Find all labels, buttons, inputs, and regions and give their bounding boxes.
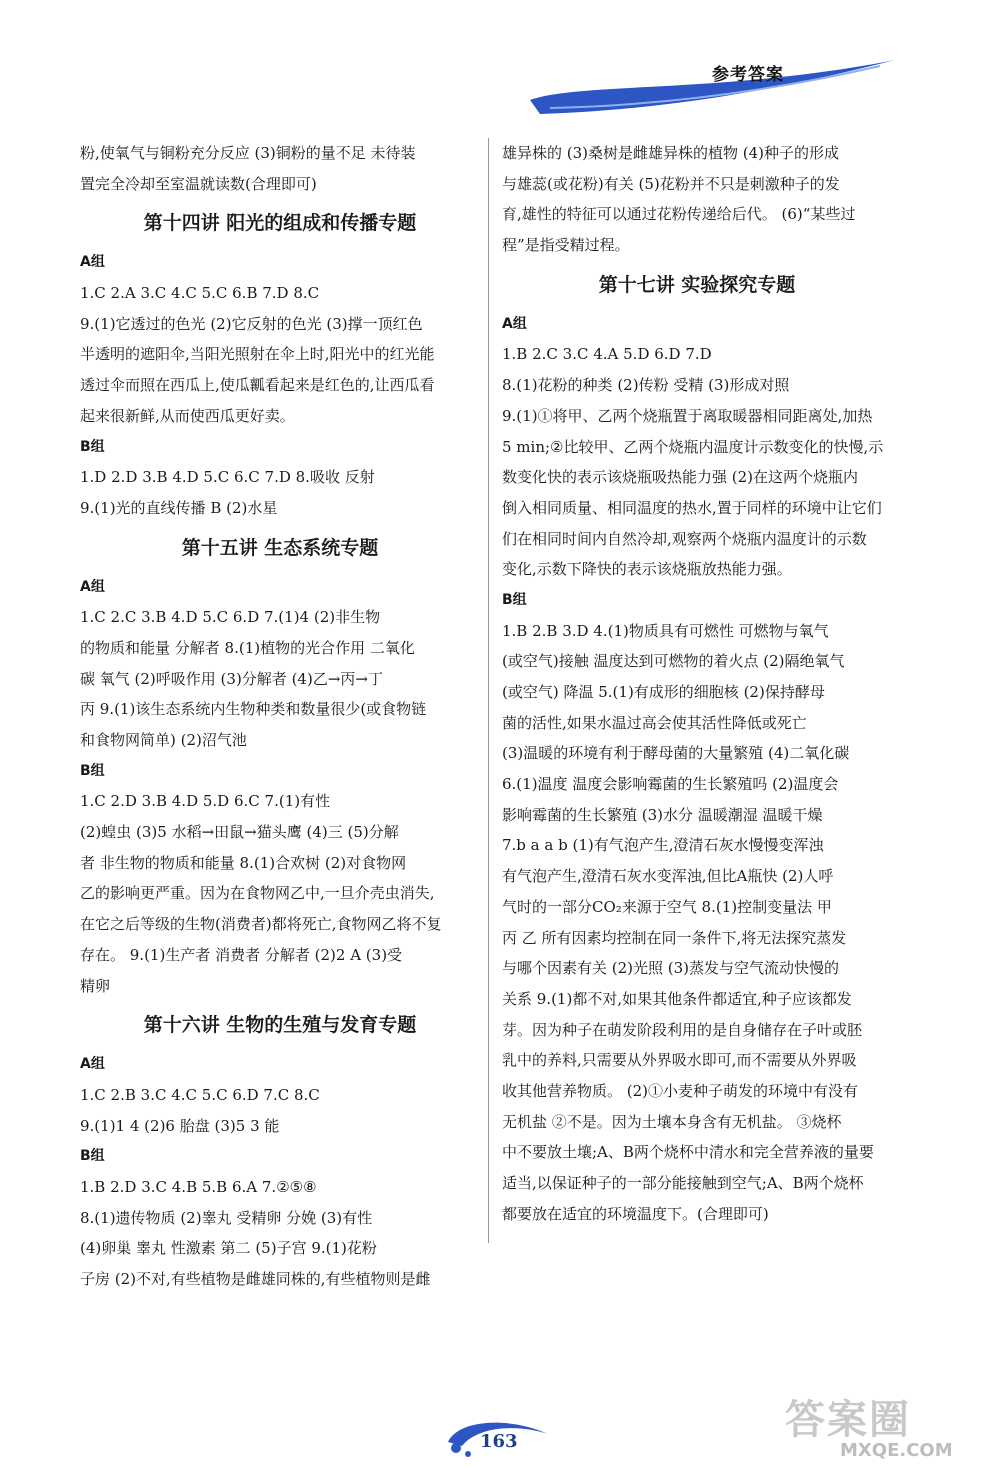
answer-line: 育,雄性的特征可以通过花粉传递给后代。 (6)“某些过 xyxy=(502,205,856,224)
answer-line: 们在相同时间内自然冷却,观察两个烧瓶内温度计的示数 xyxy=(502,529,867,548)
section-heading: 第十四讲 阳光的组成和传播专题 xyxy=(143,212,417,235)
answer-line: 影响霉菌的生长繁殖 (3)水分 温暖潮湿 温暖干燥 xyxy=(502,805,823,824)
answer-line: 精卵 xyxy=(80,976,111,995)
answer-line: 收其他营养物质。 (2)①小麦种子萌发的环境中有没有 xyxy=(502,1081,859,1100)
answer-line: 子房 (2)不对,有些植物是雌雄同株的,有些植物则是雌 xyxy=(80,1270,431,1288)
section-heading: 第十六讲 生物的生殖与发育专题 xyxy=(143,1014,417,1037)
answer-line: 8.(1)遗传物质 (2)睾丸 受精卵 分娩 (3)有性 xyxy=(80,1208,373,1227)
answer-line: 气时的一部分CO₂来源于空气 8.(1)控制变量法 甲 xyxy=(502,897,832,916)
answer-line: 中不要放土壤;A、B两个烧杯中清水和完全营养液的量要 xyxy=(502,1143,874,1162)
answer-line: 1.C 2.A 3.C 4.C 5.C 6.B 7.D 8.C xyxy=(80,284,320,303)
answer-line: 1.C 2.C 3.B 4.D 5.C 6.D 7.(1)4 (2)非生物 xyxy=(80,608,381,627)
answer-line: 菌的活性,如果水温过高会使其活性降低或死亡 xyxy=(502,713,807,732)
answer-line: 丙 9.(1)该生态系统内生物种类和数量很少(或食物链 xyxy=(80,700,427,719)
answer-line: 碳 氧气 (2)呼吸作用 (3)分解者 (4)乙→丙→丁 xyxy=(80,669,383,688)
group-label: A组 xyxy=(80,1056,105,1073)
group-label: B组 xyxy=(502,591,527,608)
answer-line: (4)卵巢 睾丸 性激素 第二 (5)子宫 9.(1)花粉 xyxy=(80,1239,377,1258)
section-heading: 第十五讲 生态系统专题 xyxy=(181,536,379,559)
answer-line: 的物质和能量 分解者 8.(1)植物的光合作用 二氧化 xyxy=(80,638,415,657)
column-divider xyxy=(488,138,489,1243)
answer-line: 适当,以保证种子的一部分能接触到空气;A、B两个烧杯 xyxy=(502,1174,864,1192)
answer-line: 关系 9.(1)都不对,如果其他条件都适宜,种子应该都发 xyxy=(502,989,852,1008)
answer-line: 数变化快的表示该烧瓶吸热能力强 (2)在这两个烧瓶内 xyxy=(502,468,859,487)
answer-line: 1.D 2.D 3.B 4.D 5.C 6.C 7.D 8.吸收 反射 xyxy=(80,468,375,487)
answer-line: 起来很新鲜,从而使西瓜更好卖。 xyxy=(80,406,295,425)
answer-line: 有气泡产生,澄清石灰水变浑浊,但比A瓶快 (2)人呼 xyxy=(502,867,834,886)
left-column xyxy=(80,138,480,1295)
answer-line: 1.B 2.D 3.C 4.B 5.B 6.A 7.②⑤⑧ xyxy=(80,1177,317,1196)
answer-line: 5 min;②比较甲、乙两个烧瓶内温度计示数变化的快慢,示 xyxy=(502,437,884,456)
answer-line: 粉,使氧气与铜粉充分反应 (3)铜粉的量不足 未待装 xyxy=(80,144,416,162)
answer-line: (2)蝗虫 (3)5 水稻→田鼠→猫头鹰 (4)三 (5)分解 xyxy=(80,823,399,842)
answer-line: 1.C 2.D 3.B 4.D 5.D 6.C 7.(1)有性 xyxy=(80,792,331,811)
answer-line: 倒入相同质量、相同温度的热水,置于同样的环境中让它们 xyxy=(502,498,882,517)
group-label: B组 xyxy=(80,1148,105,1165)
answer-line: 程”是指受精过程。 xyxy=(502,236,630,255)
header-title: 参考答案 xyxy=(712,65,784,85)
answer-line: 者 非生物的物质和能量 8.(1)合欢树 (2)对食物网 xyxy=(80,853,407,872)
answer-line: 8.(1)花粉的种类 (2)传粉 受精 (3)形成对照 xyxy=(502,376,790,395)
group-label: B组 xyxy=(80,438,105,455)
watermark-logo: 答案圈 xyxy=(785,1397,911,1443)
group-label: A组 xyxy=(502,315,527,332)
answer-line: 9.(1)①将甲、乙两个烧瓶置于离取暖器相同距离处,加热 xyxy=(502,406,873,425)
group-label: B组 xyxy=(80,762,105,779)
answer-line: 9.(1)1 4 (2)6 胎盘 (3)5 3 能 xyxy=(80,1116,280,1135)
answer-line: 7.b a a b (1)有气泡产生,澄清石灰水慢慢变浑浊 xyxy=(502,836,824,855)
answer-line: 1.C 2.B 3.C 4.C 5.C 6.D 7.C 8.C xyxy=(80,1085,320,1104)
answer-line: 半透明的遮阳伞,当阳光照射在伞上时,阳光中的红光能 xyxy=(80,345,435,364)
answer-line: 1.B 2.C 3.C 4.A 5.D 6.D 7.D xyxy=(502,345,712,364)
header-swoosh-decoration xyxy=(520,52,900,122)
answer-line: 透过伞而照在西瓜上,使瓜瓤看起来是红色的,让西瓜看 xyxy=(80,376,435,395)
answer-line: 乳中的养料,只需要从外界吸水即可,而不需要从外界吸 xyxy=(502,1051,857,1070)
answer-line: (或空气) 降温 5.(1)有成形的细胞核 (2)保持酵母 xyxy=(502,683,825,701)
answer-line: 9.(1)光的直线传播 B (2)水星 xyxy=(80,498,278,517)
answer-line: 与雄蕊(或花粉)有关 (5)花粉并不只是刺激种子的发 xyxy=(502,174,840,193)
right-column xyxy=(502,138,892,1229)
answer-line: 9.(1)它透过的色光 (2)它反射的色光 (3)撑一顶红色 xyxy=(80,314,423,333)
answer-line: 乙的影响更严重。因为在食物网乙中,一旦介壳虫消失, xyxy=(80,884,435,903)
answer-line: 在它之后等级的生物(消费者)都将死亡,食物网乙将不复 xyxy=(80,915,442,934)
watermark-url: MXQE.COM xyxy=(840,1440,953,1461)
group-label: A组 xyxy=(80,578,105,595)
answer-line: 变化,示数下降快的表示该烧瓶放热能力强。 xyxy=(502,560,792,579)
answer-line: 雄异株的 (3)桑树是雌雄异株的植物 (4)种子的形成 xyxy=(502,144,840,162)
answer-line: 丙 乙 所有因素均控制在同一条件下,将无法探究蒸发 xyxy=(502,928,847,947)
page-number: 163 xyxy=(480,1431,518,1452)
answer-line: 与哪个因素有关 (2)光照 (3)蒸发与空气流动快慢的 xyxy=(502,959,840,978)
answer-line: 置完全冷却至室温就读数(合理即可) xyxy=(80,174,317,193)
answer-line: 都要放在适宜的环境温度下。(合理即可) xyxy=(502,1204,769,1223)
answer-line: (3)温暖的环境有利于酵母菌的大量繁殖 (4)二氧化碳 xyxy=(502,744,850,763)
answer-line: 存在。 9.(1)生产者 消费者 分解者 (2)2 A (3)受 xyxy=(80,945,403,964)
answer-line: 芽。因为种子在萌发阶段利用的是自身储存在子叶或胚 xyxy=(502,1020,863,1039)
answer-line: 1.B 2.B 3.D 4.(1)物质具有可燃性 可燃物与氧气 xyxy=(502,621,829,640)
section-heading: 第十七讲 实验探究专题 xyxy=(598,273,796,296)
answer-line: 6.(1)温度 温度会影响霉菌的生长繁殖吗 (2)温度会 xyxy=(502,775,839,794)
answer-line: 和食物网简单) (2)沼气池 xyxy=(80,731,247,749)
answer-line: 无机盐 ②不是。因为土壤本身含有无机盐。 ③烧杯 xyxy=(502,1112,842,1131)
group-label: A组 xyxy=(80,254,105,271)
answer-line: (或空气)接触 温度达到可燃物的着火点 (2)隔绝氧气 xyxy=(502,652,845,671)
